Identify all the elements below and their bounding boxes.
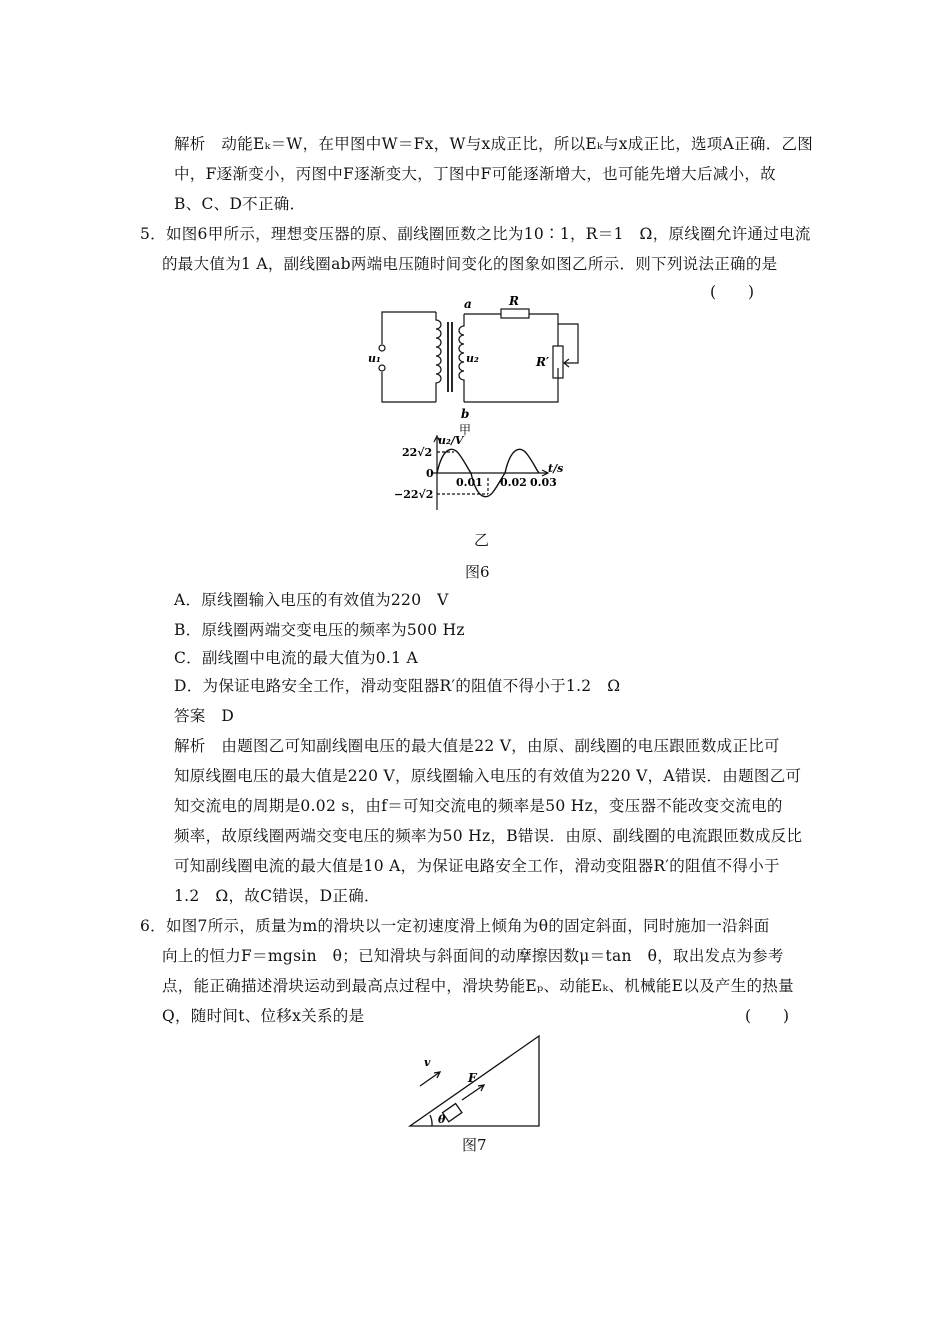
q5-stem-line-1: 5．如图6甲所示，理想变压器的原、副线圈匝数之比为10∶1，R＝1 Ω，原线圈允许通过电流	[140, 225, 811, 243]
q5-analysis-line-4: 频率，故原线圈两端交变电压的频率为50 Hz，B错误．由原、副线圈的电流跟匝数成反比	[174, 827, 803, 845]
q5-option-d: D．为保证电路安全工作，滑动变阻器R′的阻值不得小于1.2 Ω	[174, 677, 621, 695]
fig6-jia-caption: 甲	[459, 423, 472, 437]
graph-ymin-label: −22√2	[394, 488, 434, 501]
q5-analysis-line-1: 解析 由题图乙可知副线圈电压的最大值是22 V，由原、副线圈的电压跟匝数成正比可	[174, 737, 780, 755]
graph-ymax-label: 22√2	[402, 446, 433, 459]
q5-option-c: C．副线圈中电流的最大值为0.1 A	[174, 649, 419, 667]
q4-analysis-line-2: 中，F逐渐变小，丙图中F逐渐变大，丁图中F可能逐渐增大，也可能先增大后减小，故	[174, 165, 776, 183]
q5-analysis-line-2: 知原线圈电压的最大值是220 V，原线圈输入电压的有效值为220 V，A错误．由题图乙可	[174, 767, 802, 785]
u2-label: u₂	[466, 352, 479, 365]
velocity-v-label: v	[424, 1056, 431, 1069]
fig7-caption: 图7	[462, 1136, 487, 1154]
graph-zero-label: 0	[426, 467, 434, 480]
q5-analysis-line-3: 知交流电的周期是0.02 s，由f＝可知交流电的频率是50 Hz，变压器不能改变交流电的	[174, 797, 783, 815]
q4-analysis-line-3: B、C、D不正确．	[174, 195, 306, 213]
q5-stem-line-2: 的最大值为1 A，副线圈ab两端电压随时间变化的图象如图乙所示．则下列说法正确的是	[162, 255, 778, 273]
graph-y-axis-label: u₂/V	[438, 434, 464, 447]
u2-voltage-graph	[390, 432, 580, 512]
graph-tick-0-02: 0.02	[500, 476, 527, 489]
q6-stem-line-2: 向上的恒力F＝mgsin θ；已知滑块与斜面间的动摩擦因数μ＝tan θ，取出发点为参考	[162, 947, 784, 965]
q6-stem-line-4: Q，随时间t、位移x关系的是	[162, 1007, 365, 1025]
terminal-b-label: b	[461, 407, 470, 421]
terminal-a-label: a	[464, 297, 472, 311]
q6-stem-line-3: 点，能正确描述滑块运动到最高点过程中，滑块势能Eₚ、动能Eₖ、机械能E以及产生的热量	[162, 977, 794, 995]
u1-label: u₁	[368, 352, 381, 365]
q5-answer: 答案 D	[174, 707, 235, 725]
incline-diagram	[404, 1032, 549, 1132]
force-F-label: F	[468, 1071, 477, 1085]
graph-tick-0-03: 0.03	[530, 476, 557, 489]
q5-analysis-line-5: 可知副线圈电流的最大值是10 A，为保证电路安全工作，滑动变阻器R′的阻值不得小于	[174, 857, 780, 875]
q6-answer-paren: ( )	[745, 1007, 790, 1025]
fig6-caption: 图6	[465, 563, 490, 581]
fig6-yi-caption: 乙	[474, 531, 490, 549]
angle-theta-label: θ	[438, 1113, 446, 1126]
q6-stem-line-1: 6．如图7所示，质量为m的滑块以一定初速度滑上倾角为θ的固定斜面，同时施加一沿斜面	[140, 917, 770, 935]
transformer-circuit-diagram	[360, 292, 600, 442]
q4-analysis-line-1: 解析 动能Eₖ＝W，在甲图中W＝Fx，W与x成正比，所以Eₖ与x成正比，选项A正确．乙图	[174, 135, 814, 153]
q5-option-b: B．原线圈两端交变电压的频率为500 Hz	[174, 621, 465, 639]
graph-tick-0-01: 0.01	[456, 476, 483, 489]
q5-analysis-line-6: 1.2 Ω，故C错误，D正确．	[174, 887, 380, 905]
resistor-R-label: R	[509, 294, 519, 308]
graph-x-axis-label: t/s	[548, 462, 564, 475]
q5-option-a: A．原线圈输入电压的有效值为220 V	[174, 591, 449, 609]
rheostat-R-prime-label: R′	[536, 355, 550, 369]
q5-answer-paren: ( )	[710, 283, 755, 301]
